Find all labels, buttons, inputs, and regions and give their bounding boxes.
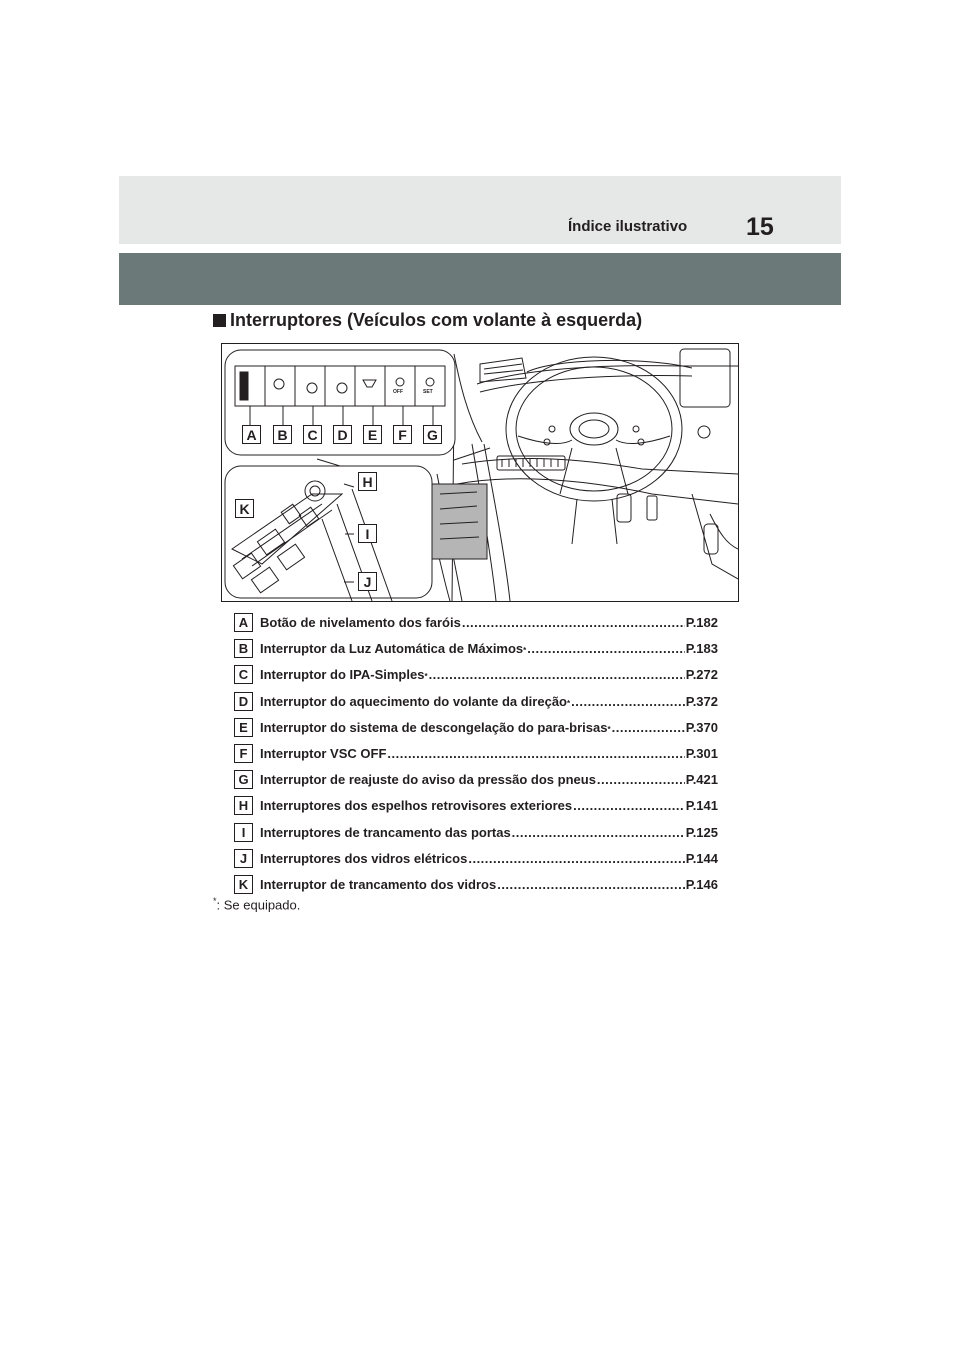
leader-dots [512,825,685,840]
item-page-ref[interactable]: P.370 [685,719,718,735]
item-page-ref[interactable]: P.182 [685,615,718,630]
list-item[interactable]: D Interruptor do aquecimento do volante da direção * ..... P.372 [234,692,724,714]
item-letter: I [234,823,253,842]
list-item[interactable] [234,613,724,635]
item-page-ref[interactable]: P.144 [685,850,718,866]
callout-I: I [358,524,377,543]
section-heading [213,310,642,331]
item-page-ref[interactable]: P.272 [685,667,718,683]
list-item[interactable]: B Interruptor da Luz Automática de Máximos * ..... P.183 [234,639,724,661]
item-letter: J [234,849,253,868]
callout-F: F [393,425,412,444]
leader-dots [612,720,685,735]
item-letter: E [234,718,253,737]
item-label: Interruptor VSC OFF [260,746,387,761]
tpms-set-switch-label: SET [423,389,433,395]
footnote [213,896,300,912]
callout-J: J [358,572,377,591]
chapter-bar [119,253,841,305]
item-label: Botão de nivelamento dos faróis [260,615,461,630]
footnote-mark: * [213,896,217,906]
item-letter: A [234,613,253,632]
item-page-ref[interactable]: P.421 [685,772,718,788]
header-bar [119,176,841,244]
item-page-ref[interactable]: P.146 [685,877,718,892]
list-item[interactable] [234,849,724,871]
list-item[interactable]: C Interruptor do IPA-Simples * ..... P.272 [234,665,724,687]
item-letter: K [234,875,253,894]
leader-dots [497,877,685,892]
leader-dots [571,694,685,709]
leader-dots [527,641,684,656]
callout-H: H [358,472,377,491]
item-letter: D [234,692,253,711]
list-item[interactable] [234,744,724,766]
callout-D: D [333,425,352,444]
callout-E: E [363,425,382,444]
callout-B: B [273,425,292,444]
footnote-text: : Se equipado. [216,897,301,913]
item-letter: H [234,796,253,815]
item-letter: G [234,770,253,789]
item-page-ref[interactable]: P.141 [685,798,718,814]
callout-G: G [423,425,442,444]
callout-A: A [242,425,261,444]
item-label: Interruptores de trancamento das portas [260,824,511,840]
item-letter: B [234,639,253,658]
list-item[interactable]: E Interruptor do sistema de descongelação do para-brisas * ..... P.370 [234,718,724,740]
leader-dots [462,615,685,630]
section-marker-icon [213,314,226,327]
item-page-ref[interactable]: P.372 [685,693,718,709]
dashboard-drawing [222,344,738,601]
item-label: Interruptor do sistema de descongelação do para-brisas [260,719,608,735]
item-label: Interruptor de reajuste do aviso da pressão dos pneus [260,772,596,788]
item-label: Interruptor do IPA-Simples [260,667,425,683]
item-letter: F [234,744,253,763]
item-label: Interruptor de trancamento dos vidros [260,877,497,892]
header-section-title: Índice ilustrativo [568,218,688,235]
page-number: 15 [746,213,774,241]
list-item[interactable] [234,875,724,897]
item-page-ref[interactable]: P.125 [685,824,718,840]
list-item[interactable] [234,823,724,845]
item-page-ref[interactable]: P.183 [685,641,718,657]
leader-dots [468,851,684,866]
leader-dots [429,667,685,682]
leader-dots [573,798,685,813]
dashboard-illustration [221,343,739,602]
list-item[interactable] [234,796,724,818]
leader-dots [597,772,685,787]
item-letter: C [234,665,253,684]
vsc-off-switch-label: OFF [393,389,403,395]
item-label: Interruptores dos espelhos retrovisores exteriores [260,798,573,814]
item-label: Interruptores dos vidros elétricos [260,850,468,866]
list-item[interactable] [234,770,724,792]
item-label: Interruptor do aquecimento do volante da direção [260,693,567,709]
leader-dots [387,746,684,761]
item-page-ref[interactable]: P.301 [685,746,718,761]
section-title: Interruptores (Veículos com volante à esquerda) [230,310,643,330]
callout-K: K [235,499,254,518]
item-label: Interruptor da Luz Automática de Máximos [260,641,524,657]
callout-C: C [303,425,322,444]
